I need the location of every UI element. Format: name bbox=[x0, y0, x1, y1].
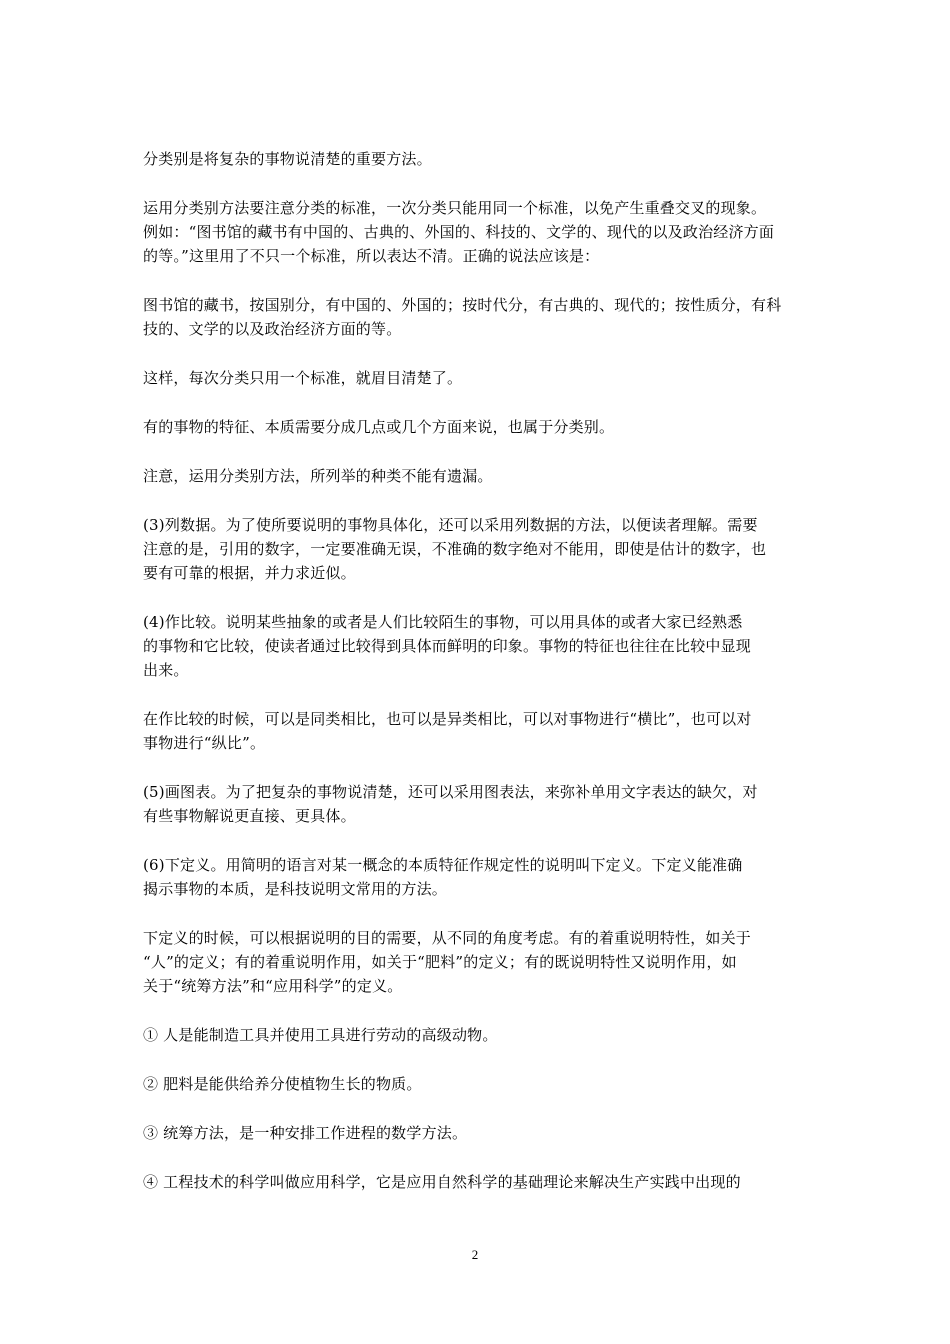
text-line: ① 人是能制造工具并使用工具进行劳动的高级动物。 bbox=[143, 1026, 498, 1044]
text-line: 出来。 bbox=[143, 661, 189, 679]
text-line: 运用分类别方法要注意分类的标准，一次分类只能用同一个标准，以免产生重叠交叉的现象。 bbox=[143, 199, 767, 217]
text-line: 例如：“图书馆的藏书有中国的、古典的、外国的、科技的、文学的、现代的以及政治经济方面 bbox=[143, 223, 775, 241]
paragraph bbox=[143, 366, 815, 390]
paragraph bbox=[143, 1072, 815, 1096]
text-line: 分类别是将复杂的事物说清楚的重要方法。 bbox=[143, 150, 432, 168]
text-line: 关于“统筹方法”和“应用科学”的定义。 bbox=[143, 977, 403, 995]
text-line: (4)作比较。说明某些抽象的或者是人们比较陌生的事物，可以用具体的或者大家已经熟悉 bbox=[143, 613, 743, 631]
text-line: 图书馆的藏书，按国别分，有中国的、外国的；按时代分，有古典的、现代的；按性质分，有科 bbox=[143, 296, 782, 314]
text-line: 揭示事物的本质，是科技说明文常用的方法。 bbox=[143, 880, 448, 898]
paragraph bbox=[143, 1121, 815, 1145]
text-line: 的等。”这里用了不只一个标准，所以表达不清。正确的说法应该是： bbox=[143, 247, 600, 265]
paragraph bbox=[143, 513, 815, 585]
text-line: 有些事物解说更直接、更具体。 bbox=[143, 807, 356, 825]
paragraph bbox=[143, 780, 815, 828]
paragraph bbox=[143, 926, 815, 998]
paragraph bbox=[143, 610, 815, 682]
page-number: 2 bbox=[471, 1247, 479, 1262]
paragraph bbox=[143, 415, 815, 439]
text-line: ④ 工程技术的科学叫做应用科学，它是应用自然科学的基础理论来解决生产实践中出现的 bbox=[143, 1173, 741, 1191]
text-line: 这样，每次分类只用一个标准，就眉目清楚了。 bbox=[143, 369, 463, 387]
document-body bbox=[143, 147, 815, 1219]
paragraph bbox=[143, 707, 815, 755]
paragraph bbox=[143, 293, 815, 341]
text-line: (6)下定义。用简明的语言对某一概念的本质特征作规定性的说明叫下定义。下定义能准确 bbox=[143, 856, 743, 874]
text-line: 事物进行“纵比”。 bbox=[143, 734, 266, 752]
text-line: 注意，运用分类别方法，所列举的种类不能有遗漏。 bbox=[143, 467, 493, 485]
paragraph bbox=[143, 147, 815, 171]
text-line: 有的事物的特征、本质需要分成几点或几个方面来说，也属于分类别。 bbox=[143, 418, 615, 436]
text-line: 下定义的时候，可以根据说明的目的需要，从不同的角度考虑。有的着重说明特性，如关于 bbox=[143, 929, 752, 947]
text-line: 技的、文学的以及政治经济方面的等。 bbox=[143, 320, 402, 338]
text-line: 注意的是，引用的数字，一定要准确无误，不准确的数字绝对不能用，即使是估计的数字，也 bbox=[143, 540, 767, 558]
text-line: (3)列数据。为了使所要说明的事物具体化，还可以采用列数据的方法，以便读者理解。需要 bbox=[143, 516, 758, 534]
text-line: (5)画图表。为了把复杂的事物说清楚，还可以采用图表法，来弥补单用文字表达的缺欠，对 bbox=[143, 783, 758, 801]
text-line: “人”的定义；有的着重说明作用，如关于“肥料”的定义；有的既说明特性又说明作用，如 bbox=[143, 953, 737, 971]
paragraph bbox=[143, 1023, 815, 1047]
text-line: 在作比较的时候，可以是同类相比，也可以是异类相比，可以对事物进行“横比”，也可以对 bbox=[143, 710, 752, 728]
text-line: ③ 统筹方法，是一种安排工作进程的数学方法。 bbox=[143, 1124, 468, 1142]
text-line: ② 肥料是能供给养分使植物生长的物质。 bbox=[143, 1075, 422, 1093]
text-line: 要有可靠的根据，并力求近似。 bbox=[143, 564, 356, 582]
paragraph bbox=[143, 464, 815, 488]
paragraph bbox=[143, 853, 815, 901]
text-line: 的事物和它比较，使读者通过比较得到具体而鲜明的印象。事物的特征也往往在比较中显现 bbox=[143, 637, 752, 655]
paragraph bbox=[143, 196, 815, 268]
paragraph bbox=[143, 1170, 815, 1194]
